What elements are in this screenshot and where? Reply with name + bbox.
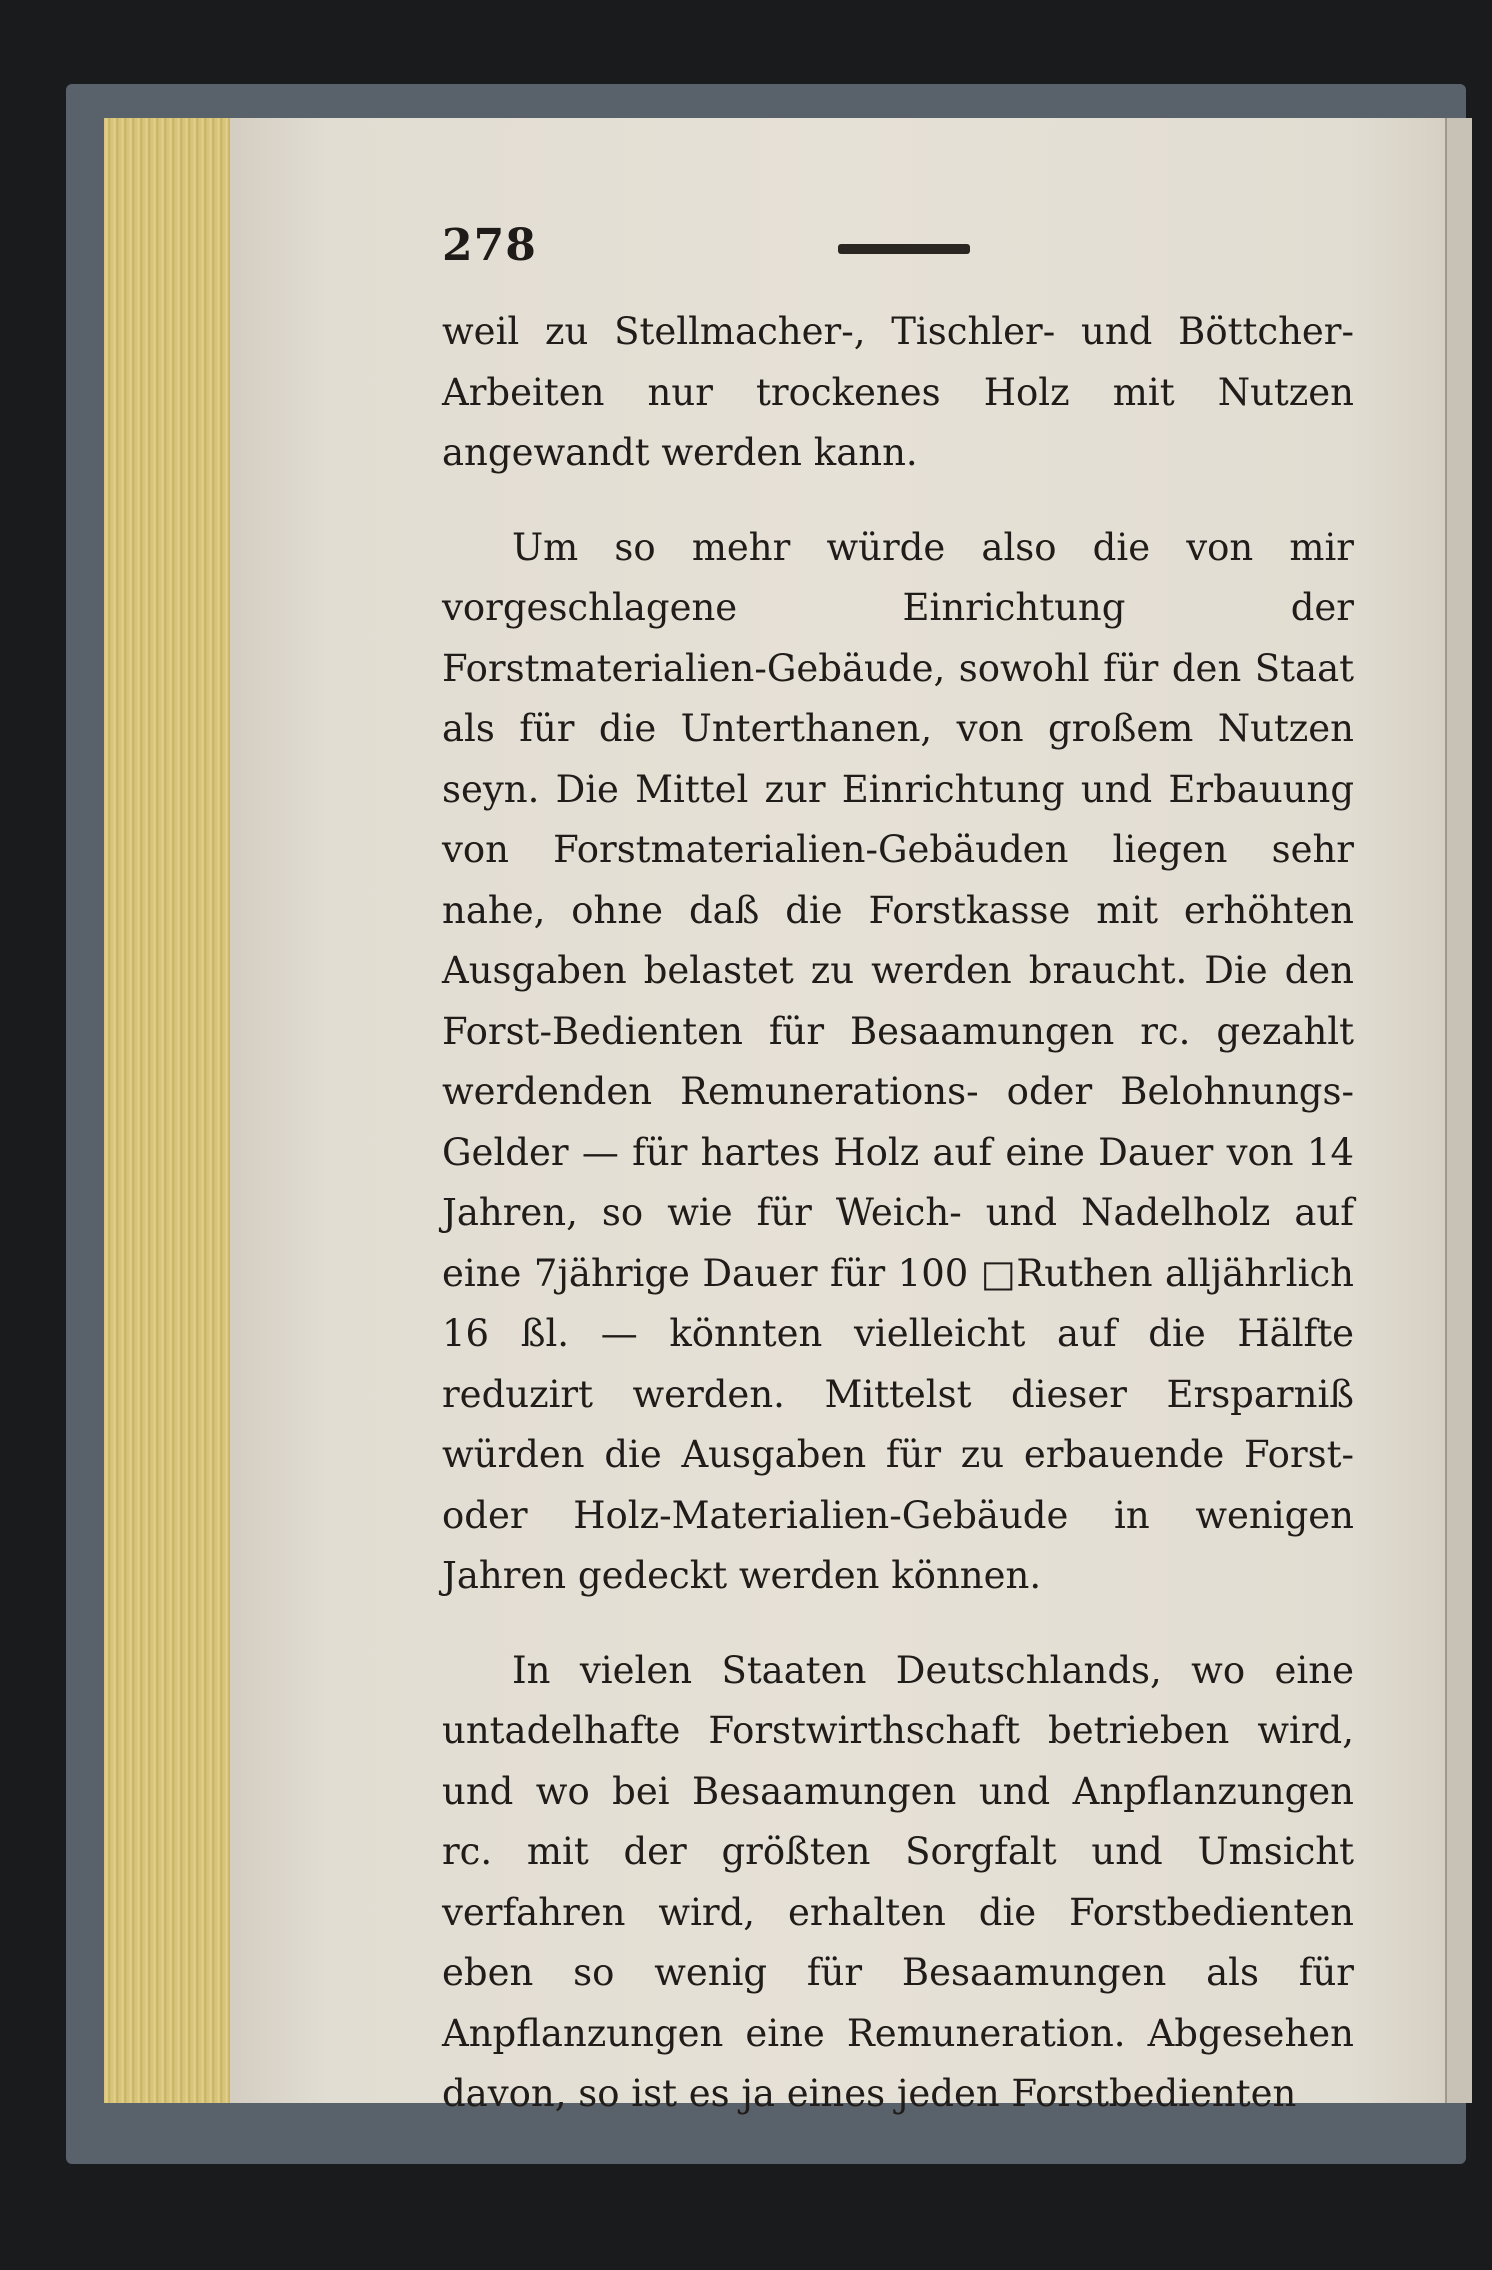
- paragraph-continuation: weil zu Stellmacher-, Tischler- und Böttcher-Arbeiten nur trockenes Holz mit Nutzen angewandt werden kann.: [442, 310, 1354, 474]
- page-number: 278: [442, 220, 537, 271]
- page-header: [442, 220, 1362, 280]
- header-ornament: [838, 244, 970, 254]
- body-text: [442, 302, 1354, 2125]
- paragraph: Um so mehr würde also die von mir vorgeschlagene Einrichtung der Forstmaterialien-Gebäude, sowohl für den Staat als für die Unterthanen, von großem Nutzen seyn. Die Mittel zur Einrichtung und Erbauung von Forstmaterialien-Gebäuden liegen sehr nahe, ohne daß die Forstkasse mit erhöhten Ausgaben belastet zu werden braucht. Die den Forst-Bedienten für Besaamungen rc. gezahlt werdenden Remunerations- oder Belohnungs-Gelder — für hartes Holz auf eine Dauer von 14 Jahren, so wie für Weich- und Nadelholz auf eine 7jährige Dauer für 100 □Ruthen alljährlich 16 ßl. — könnten vielleicht auf die Hälfte reduzirt werden. Mittelst dieser Ersparniß würden die Ausgaben für zu erbauende Forst- oder Holz-Materialien-Gebäude in wenigen Jahren gedeckt werden können.: [442, 525, 1354, 1597]
- facing-page-edge: [1445, 118, 1472, 2103]
- page-edges: [104, 118, 236, 2103]
- paragraph: In vielen Staaten Deutschlands, wo eine untadelhafte Forstwirthschaft betrieben wird, und wo bei Besaamungen und Anpflanzungen rc. mit der größten Sorgfalt und Umsicht verfahren wird, erhalten die Forstbedienten eben so wenig für Besaamungen als für Anpflanzungen eine Remuneration. Abgesehen davon, so ist es ja eines jeden Forstbedienten: [442, 1648, 1354, 2115]
